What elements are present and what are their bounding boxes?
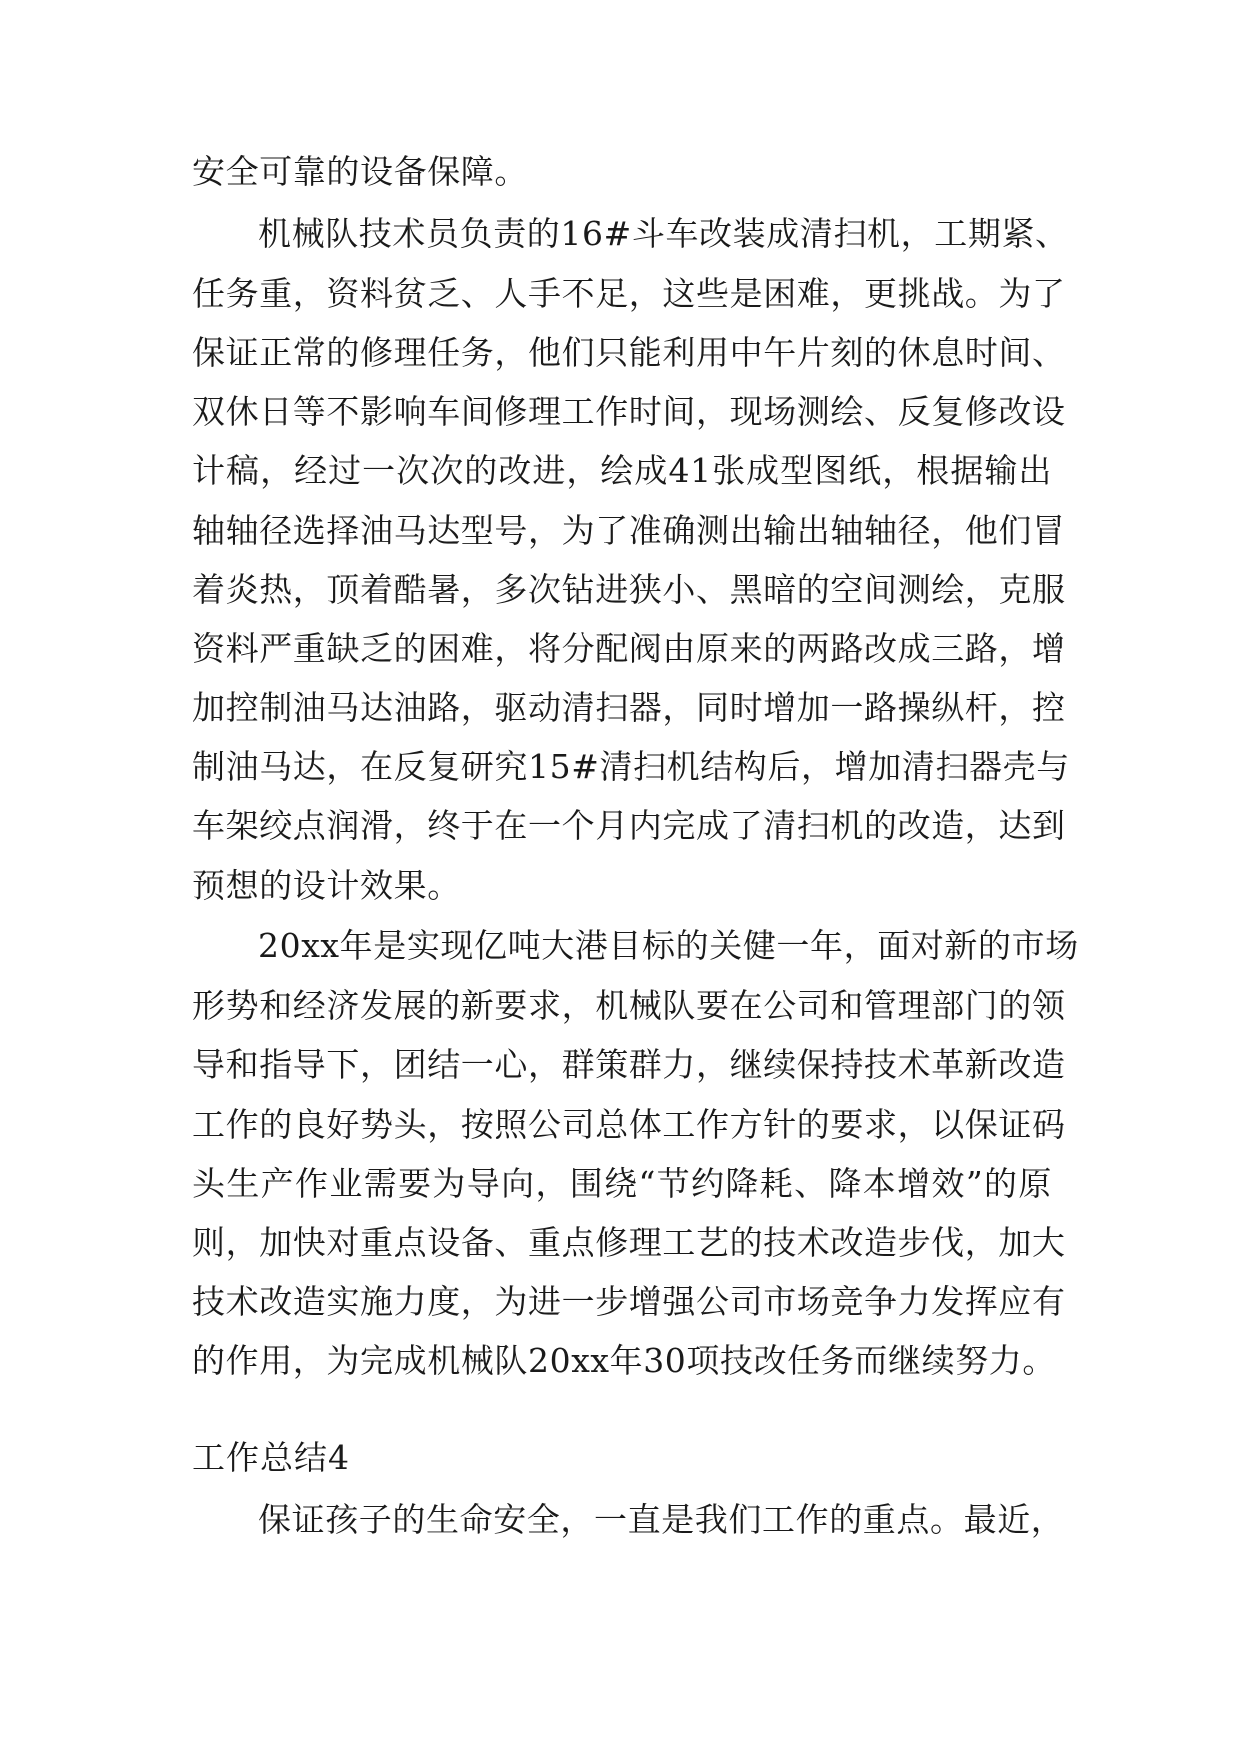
text-line: 着炎热，顶着酷暑，多次钻进狭小、黑暗的空间测绘，克服 — [192, 570, 1066, 609]
text-line: 工作的良好势头，按照公司总体工作方针的要求，以保证码 — [192, 1105, 1066, 1144]
text-line: 导和指导下，团结一心，群策群力，继续保持技术革新改造 — [192, 1045, 1066, 1084]
text-line: 加控制油马达油路，驱动清扫器，同时增加一路操纵杆，控 — [192, 688, 1066, 727]
paragraph-start-line: 20xx年是实现亿吨大港目标的关健一年，面对新的市场 — [258, 926, 1079, 965]
text-line: 计稿，经过一次次的改进，绘成41张成型图纸，根据输出 — [192, 451, 1052, 490]
text-line: 轴轴径选择油马达型号，为了准确测出输出轴轴径，他们冒 — [192, 511, 1066, 550]
text-line: 的作用，为完成机械队20xx年30项技改任务而继续努力。 — [192, 1341, 1057, 1380]
text-line: 形势和经济发展的新要求，机械队要在公司和管理部门的领 — [192, 986, 1066, 1025]
paragraph-start-line: 机械队技术员负责的16#斗车改装成清扫机，工期紧、 — [258, 214, 1069, 253]
text-line: 安全可靠的设备保障。 — [192, 152, 528, 191]
text-line: 则，加快对重点设备、重点修理工艺的技术改造步伐，加大 — [192, 1223, 1066, 1262]
text-line: 车架绞点润滑，终于在一个月内完成了清扫机的改造，达到 — [192, 806, 1066, 845]
text-line: 制油马达，在反复研究15#清扫机结构后，增加清扫器壳与 — [192, 747, 1070, 786]
paragraph-start-line: 保证孩子的生命安全，一直是我们工作的重点。最近， — [258, 1500, 1065, 1539]
section-heading: 工作总结4 — [192, 1438, 350, 1477]
text-line: 保证正常的修理任务，他们只能利用中午片刻的休息时间、 — [192, 333, 1066, 372]
text-line: 预想的设计效果。 — [192, 866, 461, 905]
text-line: 任务重，资料贫乏、人手不足，这些是困难，更挑战。为了 — [192, 274, 1066, 313]
text-line: 技术改造实施力度，为进一步增强公司市场竞争力发挥应有 — [192, 1282, 1066, 1321]
text-line: 资料严重缺乏的困难，将分配阀由原来的两路改成三路，增 — [192, 629, 1066, 668]
text-line: 双休日等不影响车间修理工作时间，现场测绘、反复修改设 — [192, 392, 1066, 431]
text-line: 头生产作业需要为导向，围绕“节约降耗、降本增效”的原 — [192, 1164, 1052, 1203]
